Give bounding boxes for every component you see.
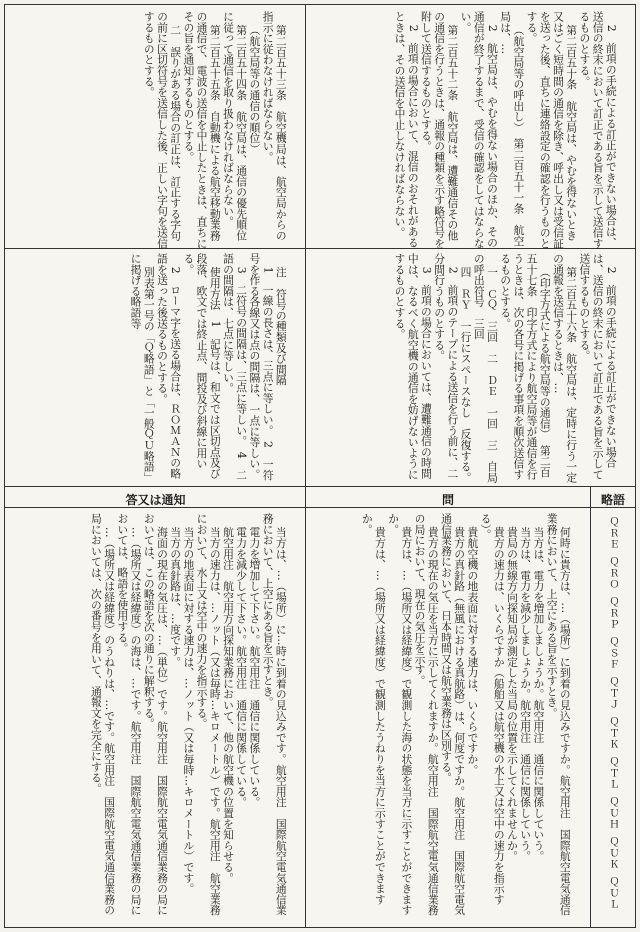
band1-right-text (311, 11, 631, 249)
answer-item: …（場所又は経緯度）の海は、…です。航空用注 国際航空電気通信業務の局においては、略語を使用する。 (116, 513, 143, 916)
question-item: 貴方の現在の気圧を当方に示してくれますか。航空用注 国際航空電気通信業務の局において、現在の気圧を示す。 (413, 513, 440, 916)
code-qrp: ＱＲＰ (607, 597, 618, 630)
code-qtl: ＱＴＬ (607, 757, 618, 790)
paragraph: 2 前項のテープによる送信を行う前に、二分間行うものとする。 (433, 253, 460, 479)
answer-item: 電力を減少して下さい。航空用注 通信に関係している。 (235, 526, 249, 808)
code-qro: ＱＲＯ (607, 557, 618, 590)
paragraph: 2 前項の手続による訂正ができない場合は、送信の終末において訂正である旨を示して送信するものとする。 (578, 11, 618, 249)
paragraph: 2 前項の手続による訂正ができない場合は、送信の終末において訂正である旨を示して送信するものとする。 (578, 253, 618, 480)
paragraph: 第二百五十六条 航空局は、定時に行う一定の通報を送信するときは、… (551, 253, 579, 483)
answer-item: 当方は、…（場所）に…時に到着の見込みです。航空用注 国際航空電気通信業務において、上空にある旨を示すとき。 (261, 513, 288, 916)
paragraph: （印字方式による航空局等の通信） 第二百五十七条 印字方式により航空局等が通信を行うときは、次の各号に掲げる事項を順次送信するものとする。 (499, 253, 552, 480)
answer-item: …（場所又は経緯度）のうねりは、…です。航空用注 国際航空電気通信業務の局においては、次の番号を用いて、通報文を完全にする。 (89, 513, 117, 916)
code-qtj: ＱＴＪ (607, 677, 618, 710)
paragraph: 注 符号の種類及び間隔 (274, 266, 288, 386)
document-page (4, 4, 636, 928)
paragraph: 第二百五十二条 航空局は、遭難通信その他の通信を行うときは、通報の種類を示す略符号を附して送信するものとする。 (419, 11, 460, 249)
code-quh: ＱＵＨ (607, 797, 618, 830)
answer-item: 当方の地表面に対する速力は、…ノット（又は毎時…キロメートル）です。 (182, 526, 196, 894)
answer-item: 航空用注 航空用方向探知業務において、他の航空機の位置を知らせる。 (221, 526, 235, 884)
question-item: 貴方は、…（場所又は経緯度）で観測したうねりを当方に示すことができますか。 (360, 513, 387, 905)
question-item: 貴方の速力は、いくらですか（船舶又は航空機の水上又は空中の速力を指示する）。 (479, 513, 506, 905)
band1-left-text (11, 11, 301, 249)
code-quk: ＱＵＫ (607, 837, 618, 870)
code-qul: ＱＵＬ (607, 877, 618, 910)
answer-item: 当方の速力は、…ノット（又は毎時…キロメートル）です。航空用注 航空業務において、水上又は空中の速力を指示する。 (195, 513, 222, 916)
answer-item: 当方の真針路は、…度です。 (169, 526, 183, 668)
paragraph: 第二百五十四条 航空局は、通信の優先順位に従って通信を取り扱わなければならない。 (221, 11, 249, 241)
table-top-border (5, 486, 635, 487)
paragraph: 3 前項の場合においては、遭難通信の時間中は、なるべく航空機の通信を妨げないようにするものとする。 (393, 253, 433, 480)
question-column (311, 513, 585, 923)
code-qtk: ＱＴＫ (607, 717, 618, 750)
paragraph: 使用方法 1 記号は、和文では区切点及び段落、欧文では終止点、間投及び斜線に用いる。 (182, 253, 222, 479)
paragraph: 四 ＲＹ 一行にスペースなし 反復する。 (459, 266, 473, 483)
paragraph: 第二百五十五条 自動機による航空移動業務の通信で、電波の送信を中止したときは、直ちにその旨を通知するものとする。 (182, 11, 222, 249)
paragraph: 1 一線の長さは、三点に等しい。 2 一符号を作る各線又は点の間隔は、一点に等しい。 (248, 253, 275, 481)
answer-column (11, 513, 301, 923)
paragraph: 2 前項の場合において、混信のおそれがあるときは、その送信を中止しなければならない。 (393, 11, 420, 248)
paragraph: 第二百五十条 航空局は、やむを得ないとき又はごく短時間の通信を除き、呼出し又は受信証を送った後、直ちに連絡設定の確認を行うものとする。 (525, 11, 579, 249)
table-question-answer-divider (305, 486, 306, 927)
paragraph: 別表第一号の「Ｑ略語」と「一般ＱＵ略語」に掲げる略語等 (129, 253, 156, 483)
code-qre: ＱＲＥ (607, 517, 618, 550)
header-answer: 答又は通知 (125, 493, 186, 507)
column-divider (305, 5, 306, 486)
question-item: 貴方の真針路（無風における真航路）は、何度ですか。航空用注 国際航空電気通信業務において、日本時間又は航空業務は区別する。 (439, 513, 467, 916)
question-item: 貴方は、…（場所又は経緯度）で観測した海の状態を当方に示すことができますか。 (387, 513, 414, 916)
header-question: 問 (441, 493, 454, 507)
table-code-question-divider (590, 486, 591, 927)
question-item: 貴局の無線方向探知局が測定した当局の位置を示してくれませんか。 (505, 526, 519, 862)
answer-item: 電力を増加して下さい。航空用注 通信に関係している。 (248, 526, 262, 808)
paragraph: 第二百五十三条 航空機局は、航空局からの指示に従わなければならない。 (261, 11, 288, 241)
paragraph: 2 航空局は、やむを得ない場合のほか、その通信が終了するまで、受信の確認をしてはならない。 (459, 11, 499, 249)
answer-item: 海面の現在の気圧は、…（単位）です。航空用注 国際航空電気通信業務の局においては、この略語を次の通りに解釈する。 (142, 513, 169, 916)
band2-right-text (311, 253, 631, 485)
paragraph: 二 誤りがある場合の訂正は、訂正する字句の前に区切符号を送信した後、正しい字句を送信するものとする。 (142, 11, 183, 249)
question-item: 当方は、電力を増加しましょうか。航空用注 通信に関係していう。 (532, 526, 546, 862)
paragraph: 2 ローマ字を送る場合は、ＲＯＭＡＮの略語を送った後送るものとする。 (155, 253, 183, 479)
question-item: 当方は、電力を減少しましょうか。航空用注 通信に関係していう。 (519, 526, 533, 862)
question-item: 何時に貴方は、…（場所）に到着の見込みですか。航空用注 国際航空電気通信業務において、上空にある旨を示すとき。 (545, 513, 572, 916)
paragraph: （航空局等の通信の順位） (248, 24, 262, 155)
code-qsf: ＱＳＦ (607, 637, 618, 670)
paragraph: （航空局等の呼出し） 第二百五十一条 航空局は、… (499, 11, 526, 247)
question-item: 貴航空機の地表面に対する速力は、いくらですか。 (466, 526, 480, 776)
header-abbreviation: 略語 (600, 493, 625, 507)
paragraph: 3 二符号の間隔は、三点に等しい。 4 二語の間隔は、七点に等しい。 (221, 253, 249, 481)
paragraph: 一 ＣＱ 三回 二 ＤＥ 一回 三 自局の呼出符号 三回 (472, 253, 499, 483)
band2-left-text (11, 253, 301, 485)
